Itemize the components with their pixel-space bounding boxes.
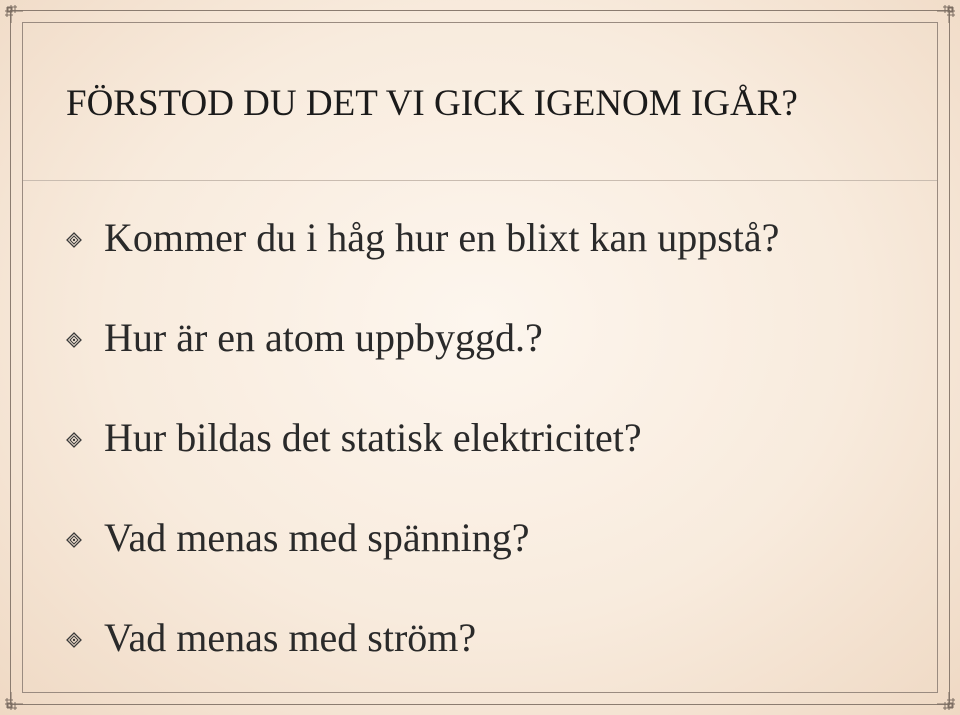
corner-ornament-icon: [931, 686, 957, 712]
bullet-item: [66, 408, 926, 508]
bullet-item: [66, 308, 926, 408]
diamond-bullet-icon: [66, 632, 82, 648]
corner-ornament-icon: [3, 3, 29, 29]
title-divider: [23, 180, 937, 181]
corner-ornament-icon: [931, 3, 957, 29]
bullet-item: [66, 508, 926, 608]
bullet-text: Kommer du i håg hur en blixt kan uppstå?: [104, 215, 780, 260]
bullet-text: Hur är en atom uppbyggd.?: [104, 315, 543, 360]
bullet-text: Vad menas med ström?: [104, 615, 477, 660]
bullet-item: [66, 608, 926, 708]
bullet-text: Hur bildas det statisk elektricitet?: [104, 415, 642, 460]
diamond-bullet-icon: [66, 232, 82, 248]
bullet-text: Vad menas med spänning?: [104, 515, 530, 560]
corner-ornament-icon: [3, 686, 29, 712]
diamond-bullet-icon: [66, 332, 82, 348]
diamond-bullet-icon: [66, 532, 82, 548]
diamond-bullet-icon: [66, 432, 82, 448]
slide-title: FÖRSTOD DU DET VI GICK IGENOM IGÅR?: [66, 83, 798, 124]
bullet-item: [66, 208, 926, 308]
bullet-list: [66, 208, 926, 708]
